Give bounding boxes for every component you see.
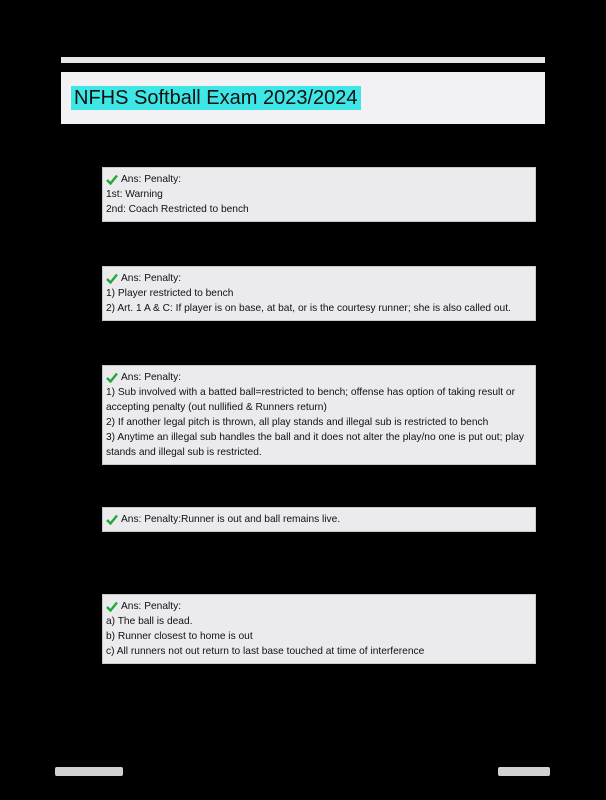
answer-line: 2) If another legal pitch is thrown, all play stands and illegal sub is restricted to bench: [106, 417, 489, 428]
answer-prefix: Ans: Penalty:: [121, 273, 182, 284]
answer-heading: [106, 370, 531, 385]
answer-heading: [106, 599, 531, 614]
answer-block-4: [102, 507, 536, 532]
footer-page-number: [498, 767, 550, 776]
answer-block-3: [102, 365, 536, 465]
check-icon: [106, 514, 118, 525]
answer-line: c) All runners not out return to last base touched at time of interference: [106, 646, 425, 657]
answer-prefix: Ans: Penalty:: [121, 174, 182, 185]
answer-line: 1st: Warning: [106, 189, 163, 200]
answer-line: 1) Sub involved with a batted ball=restricted to bench; offense has option of taking result or accepting penalty (out nullified & Runners return): [106, 387, 515, 413]
answer-line: 2) Art. 1 A & C: If player is on base, at bat, or is the courtesy runner; she is also called out.: [106, 303, 511, 314]
answer-prefix: Ans: Penalty:: [121, 601, 182, 612]
check-icon: [106, 273, 118, 284]
check-icon: [106, 174, 118, 185]
answer-line: b) Runner closest to home is out: [106, 631, 253, 642]
header-divider: [61, 57, 545, 63]
document-title: NFHS Softball Exam 2023/2024: [71, 86, 361, 110]
answer-heading: [106, 271, 531, 286]
answer-heading: [106, 512, 531, 527]
answer-block-2: [102, 266, 536, 321]
title-banner: [61, 72, 545, 124]
answer-block-5: [102, 594, 536, 664]
check-icon: [106, 372, 118, 383]
answer-line: a) The ball is dead.: [106, 616, 193, 627]
answer-prefix: Ans: Penalty:: [121, 372, 182, 383]
answer-block-1: [102, 167, 536, 222]
answer-line: 3) Anytime an illegal sub handles the ball and it does not alter the play/no one is put out; play stands and illegal sub is restricted.: [106, 432, 524, 458]
answer-heading: [106, 172, 531, 187]
answer-line: 1) Player restricted to bench: [106, 288, 234, 299]
answer-line: 2nd: Coach Restricted to bench: [106, 204, 249, 215]
footer-watermark-left: [55, 767, 123, 776]
check-icon: [106, 601, 118, 612]
answer-prefix: Ans: Penalty:Runner is out and ball remains live.: [121, 514, 341, 525]
